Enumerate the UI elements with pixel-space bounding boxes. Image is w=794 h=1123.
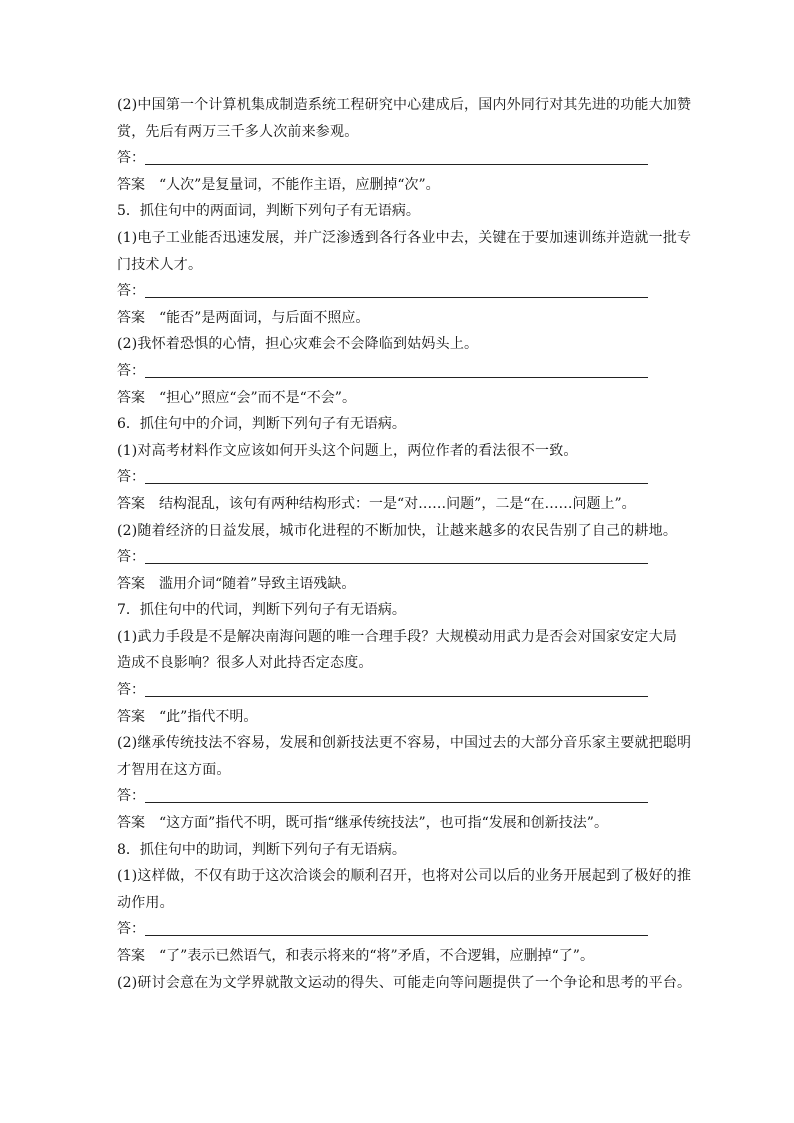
answer-tag: 答案 <box>117 176 145 193</box>
section-heading: 7．抓住句中的代词，判断下列句子有无语病。 <box>117 602 406 619</box>
question-line: (2)中国第一个计算机集成制造系统工程研究中心建成后，国内外同行对其先进的功能大加赞 <box>117 97 692 113</box>
answer-key <box>117 385 681 412</box>
answer-label: 答： <box>117 549 145 566</box>
answer-label: 答： <box>117 682 145 699</box>
question-line: 赏，先后有两万三千多人次前来参观。 <box>117 123 359 140</box>
question-line: (2)研讨会意在为文学界就散文运动的得失、可能走向等问题提供了一个争论和思考的平台。 <box>117 974 692 991</box>
answer-tag: 答案 <box>117 815 145 832</box>
section-heading: 6．抓住句中的介词，判断下列句子有无语病。 <box>117 416 406 433</box>
answer-blank <box>117 677 681 704</box>
answer-underline <box>145 377 648 378</box>
answer-blank <box>117 278 681 305</box>
answer-key <box>117 704 681 731</box>
question-line: 动作用。 <box>117 894 174 911</box>
question-line: 造成不良影响？很多人对此持否定态度。 <box>117 655 373 672</box>
answer-blank <box>117 544 681 571</box>
answer-text: 滥用介词“随着”导致主语残缺。 <box>159 575 356 592</box>
answer-label: 答： <box>117 362 145 379</box>
answer-blank <box>117 783 681 810</box>
answer-key <box>117 491 681 518</box>
answer-text: “这方面”指代不明，既可指“继承传统技法”，也可指“发展和创新技法”。 <box>159 815 608 832</box>
question-line: (1)这样做，不仅有助于这次洽谈会的顺利召开，也将对公司以后的业务开展起到了极好的推 <box>117 868 692 885</box>
answer-text: “能否”是两面词，与后面不照应。 <box>159 309 370 326</box>
answer-tag: 答案 <box>117 389 145 406</box>
answer-blank <box>117 916 681 943</box>
answer-underline <box>145 563 648 564</box>
answer-label: 答： <box>117 283 145 300</box>
section-heading: 8．抓住句中的助词，判断下列句子有无语病。 <box>117 841 406 858</box>
question-line: (1)对高考材料作文应该如何开头这个问题上，两位作者的看法很不一致。 <box>117 442 578 459</box>
answer-key <box>117 305 681 332</box>
answer-tag: 答案 <box>117 575 145 592</box>
answer-underline <box>145 802 648 803</box>
answer-key <box>117 172 681 199</box>
answer-text: “了”表示已然语气，和表示将来的“将”矛盾，不合逻辑，应删掉“了”。 <box>159 948 594 964</box>
question-line: 门技术人才。 <box>117 256 203 273</box>
answer-text: “此”指代不明。 <box>159 708 258 725</box>
answer-text: 结构混乱，该句有两种结构形式：一是“对……问题”，二是“在……问题上”。 <box>159 495 636 512</box>
answer-underline <box>145 696 648 697</box>
answer-tag: 答案 <box>117 309 145 326</box>
answer-tag: 答案 <box>117 948 145 964</box>
answer-text: “担心”照应“会”而不是“不会”。 <box>159 389 356 406</box>
answer-blank <box>117 145 681 172</box>
section-heading: 5．抓住句中的两面词，判断下列句子有无语病。 <box>117 203 420 220</box>
answer-key <box>117 571 681 598</box>
document-page <box>117 92 692 996</box>
answer-label: 答： <box>117 921 145 938</box>
answer-underline <box>145 164 648 165</box>
question-line: (2)我怀着恐惧的心情，担心灾难会不会降临到姑妈头上。 <box>117 336 479 353</box>
question-line: 才智用在这方面。 <box>117 761 231 778</box>
answer-label: 答： <box>117 150 145 167</box>
answer-tag: 答案 <box>117 708 145 725</box>
answer-tag: 答案 <box>117 495 145 512</box>
question-line: (1)武力手段是不是解决南海问题的唯一合理手段？大规模动用武力是否会对国家安定大局 <box>117 628 678 645</box>
answer-blank <box>117 358 681 385</box>
answer-key <box>117 943 681 970</box>
answer-underline <box>145 297 648 298</box>
question-line: (2)继承传统技法不容易，发展和创新技法更不容易，中国过去的大部分音乐家主要就把聪明 <box>117 735 692 752</box>
answer-label: 答： <box>117 469 145 486</box>
answer-underline <box>145 483 648 484</box>
question-line: (1)电子工业能否迅速发展，并广泛渗透到各行各业中去，关键在于要加速训练并造就一批专 <box>117 229 692 246</box>
answer-blank <box>117 464 681 491</box>
question-line: (2)随着经济的日益发展，城市化进程的不断加快，让越来越多的农民告别了自己的耕地。 <box>117 522 678 539</box>
answer-label: 答： <box>117 788 145 805</box>
answer-underline <box>145 935 648 936</box>
answer-key <box>117 810 681 837</box>
answer-text: “人次”是复量词，不能作主语，应删掉“次”。 <box>159 176 440 193</box>
